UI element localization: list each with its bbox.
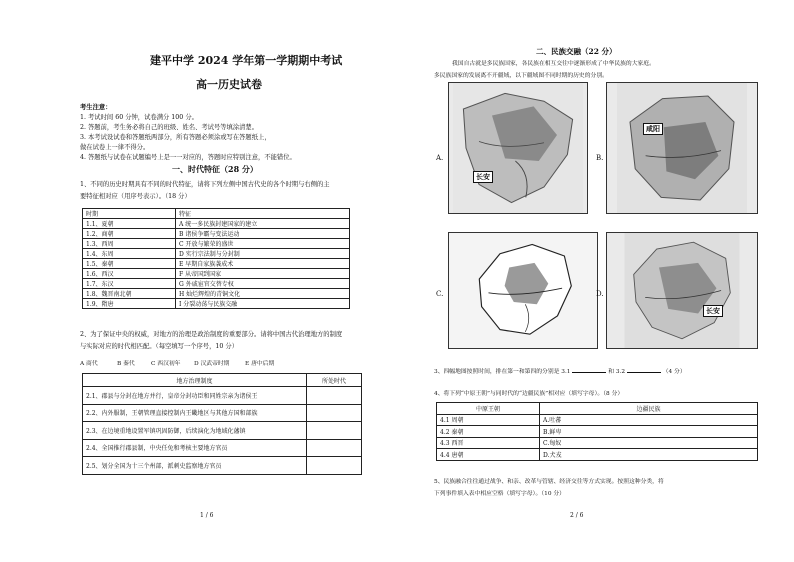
system-cell: 2.2、内外服制，王朝管理直接控制内王畿地区与其他方国和部族 — [83, 404, 307, 422]
period-cell: 1.4、东周 — [83, 249, 176, 259]
intro-text: 我国自古就是多民族国家，各民族在相互交往中逐渐形成了中华民族的大家庭。 — [452, 61, 655, 67]
exam-page-2 — [400, 0, 794, 562]
feature-cell: H 灿烂辉煌的青铜文化 — [176, 289, 350, 299]
section2-title: 二、民族交融（22 分） — [536, 47, 617, 56]
q3-mid: 和 3.2 — [608, 369, 626, 375]
map-label-changan: 长安 — [473, 171, 493, 183]
feature-cell: G 外戚宦官交替专权 — [176, 279, 350, 289]
q3-prefix: 3、四幅地图按照时间，排在第一和第四的分别是 3.1 — [434, 369, 571, 375]
table-row — [437, 414, 758, 426]
feature-cell: F 从帝国到国家 — [176, 269, 350, 279]
local-governance-table — [82, 373, 362, 475]
table-header-cell: 时期 — [83, 209, 176, 219]
period-cell: 1.5、秦朝 — [83, 259, 176, 269]
ethnic-cell: C.匈奴 — [540, 437, 758, 449]
system-cell: 2.4、全国推行郡县制，中央任免和考核主要地方官员 — [83, 439, 307, 457]
period-feature-table — [82, 208, 350, 309]
q2-text: 2、为了保证中央的权威，对地方的治理是政治制度的重要部分。请将中国古代治理地方的制度 — [80, 331, 343, 338]
q5-text: 5、民族融合往往通过战争、和亲、改革与管辖、经济交往等方式实现。按照这种分类，将 — [434, 479, 664, 485]
period-cell: 1.3、西周 — [83, 239, 176, 249]
paper-title: 高一历史试卷 — [196, 78, 262, 91]
table-row — [83, 404, 362, 422]
map-b-image — [607, 83, 757, 213]
table-row — [83, 422, 362, 440]
territory-map-c — [448, 232, 598, 349]
map-c-image — [449, 233, 597, 348]
table-row — [83, 259, 350, 269]
system-cell: 2.1、郡县与分封在地方并行，皇帝分封功臣和同姓宗亲为诸侯王 — [83, 387, 307, 405]
table-row — [83, 269, 350, 279]
map-a-image — [449, 83, 587, 213]
feature-cell: I 分裂动荡与民族交融 — [176, 299, 350, 309]
q2-option: D 汉武帝时期 — [194, 361, 230, 367]
period-cell: 1.1、夏朝 — [83, 219, 176, 229]
answer-cell[interactable] — [307, 439, 362, 457]
table-row — [83, 289, 350, 299]
q2-option: A 商代 — [80, 361, 98, 367]
dynasty-cell: 4.2 秦朝 — [437, 426, 540, 438]
notice-line: 2. 答题前，考生务必将自己的班级、姓名、考试号等填涂清楚。 — [80, 124, 259, 131]
dynasty-cell: 4.1 周朝 — [437, 414, 540, 426]
notice-line: 做在试卷上一律不得分。 — [80, 144, 150, 151]
notice-line: 4. 答题纸与试卷在试题编号上是一一对应的，答题时应特别注意，不能错位。 — [80, 154, 296, 161]
table-row — [83, 457, 362, 475]
answer-cell[interactable] — [307, 387, 362, 405]
answer-blank-3-1[interactable] — [572, 366, 606, 373]
intro-text: 多民族国家的发展离不开疆域，以下疆域图不同时期的历史的分别。 — [434, 73, 608, 79]
table-row — [437, 449, 758, 461]
feature-cell: D 实行宗法制与分封制 — [176, 249, 350, 259]
table-row — [83, 239, 350, 249]
period-cell: 1.9、隋唐 — [83, 299, 176, 309]
table-header-row — [83, 374, 362, 387]
table-row — [83, 439, 362, 457]
system-cell: 2.3、在边境重地设置军镇巩固防御，后续演化为地域化藩镇 — [83, 422, 307, 440]
map-letter: D. — [596, 290, 604, 298]
table-row — [83, 249, 350, 259]
table-row — [437, 437, 758, 449]
q2-option: C 西汉初年 — [151, 361, 181, 367]
table-header-cell: 边疆民族 — [540, 403, 758, 415]
map-label-changan: 长安 — [703, 305, 723, 317]
page-number: 1 / 6 — [200, 512, 214, 519]
table-header-row — [437, 403, 758, 415]
q1-text: 要特征相对应（用序号表示）。（18 分） — [80, 193, 191, 200]
table-row — [83, 387, 362, 405]
table-row — [83, 229, 350, 239]
dynasty-cell: 4.3 西晋 — [437, 437, 540, 449]
table-row — [83, 299, 350, 309]
system-cell: 2.5、划分全国为十三个州部，派刺史监察地方官员 — [83, 457, 307, 475]
map-letter: B. — [596, 154, 604, 162]
q3-text — [434, 366, 686, 376]
feature-cell: E 早期自家族袭成术 — [176, 259, 350, 269]
q2-text: 与实际对应的时代相匹配。（每空填写一个序号，10 分） — [80, 343, 238, 350]
answer-cell[interactable] — [307, 404, 362, 422]
feature-cell: B 诸侯争霸与变法运动 — [176, 229, 350, 239]
table-header-cell: 特征 — [176, 209, 350, 219]
answer-cell[interactable] — [307, 422, 362, 440]
q5-text: 下列事件填入表中相应空格（填写字母）。（10 分） — [434, 491, 565, 497]
table-row — [437, 426, 758, 438]
table-header-row — [83, 209, 350, 219]
q1-text: 1、不同的历史时期具有不同的时代特征，请将下列左侧中国古代史的各个时期与右侧的主 — [80, 181, 330, 188]
ethnic-cell: A.吐蕃 — [540, 414, 758, 426]
table-header-cell: 地方治理制度 — [83, 374, 307, 387]
feature-cell: C 开放与繁荣的盛世 — [176, 239, 350, 249]
dynasty-ethnic-table — [436, 402, 758, 461]
school-title: 建平中学 2024 学年第一学期期中考试 — [150, 54, 343, 67]
section1-title: 一、时代特征（28 分） — [172, 164, 258, 174]
feature-cell: A 统一多民族封建国家的建立 — [176, 219, 350, 229]
territory-map-d — [606, 232, 758, 349]
territory-map-a — [448, 82, 588, 214]
notice-line: 1. 考试时间 60 分钟，试卷满分 100 分。 — [80, 114, 198, 121]
ethnic-cell: B.鲜卑 — [540, 426, 758, 438]
table-header-cell: 所处时代 — [307, 374, 362, 387]
map-letter: C. — [436, 290, 444, 298]
period-cell: 1.2、商朝 — [83, 229, 176, 239]
period-cell: 1.6、西汉 — [83, 269, 176, 279]
map-label-xianyang: 咸阳 — [643, 123, 663, 135]
period-cell: 1.7、东汉 — [83, 279, 176, 289]
q3-suffix: （4 分） — [662, 369, 686, 375]
q2-option: E 唐中后期 — [245, 361, 275, 367]
territory-map-b — [606, 82, 758, 214]
table-header-cell: 中原王朝 — [437, 403, 540, 415]
answer-blank-3-2[interactable] — [627, 366, 661, 373]
q2-option: B 秦代 — [117, 361, 135, 367]
notice-heading: 考生注意： — [80, 104, 112, 111]
page-number: 2 / 6 — [570, 512, 584, 519]
answer-cell[interactable] — [307, 457, 362, 475]
table-row — [83, 219, 350, 229]
table-row — [83, 279, 350, 289]
ethnic-cell: D.犬戎 — [540, 449, 758, 461]
period-cell: 1.8、魏晋南北朝 — [83, 289, 176, 299]
q4-text: 4、将下列“中原王朝”与同时代的“边疆民族”相对应（填写字母）。（8 分） — [434, 391, 624, 397]
map-d-image — [607, 233, 757, 348]
notice-line: 3. 本考试设试卷和答题纸两部分，所有答题必须涂或写在答题纸上， — [80, 134, 271, 141]
dynasty-cell: 4.4 唐朝 — [437, 449, 540, 461]
map-letter: A. — [436, 154, 444, 162]
